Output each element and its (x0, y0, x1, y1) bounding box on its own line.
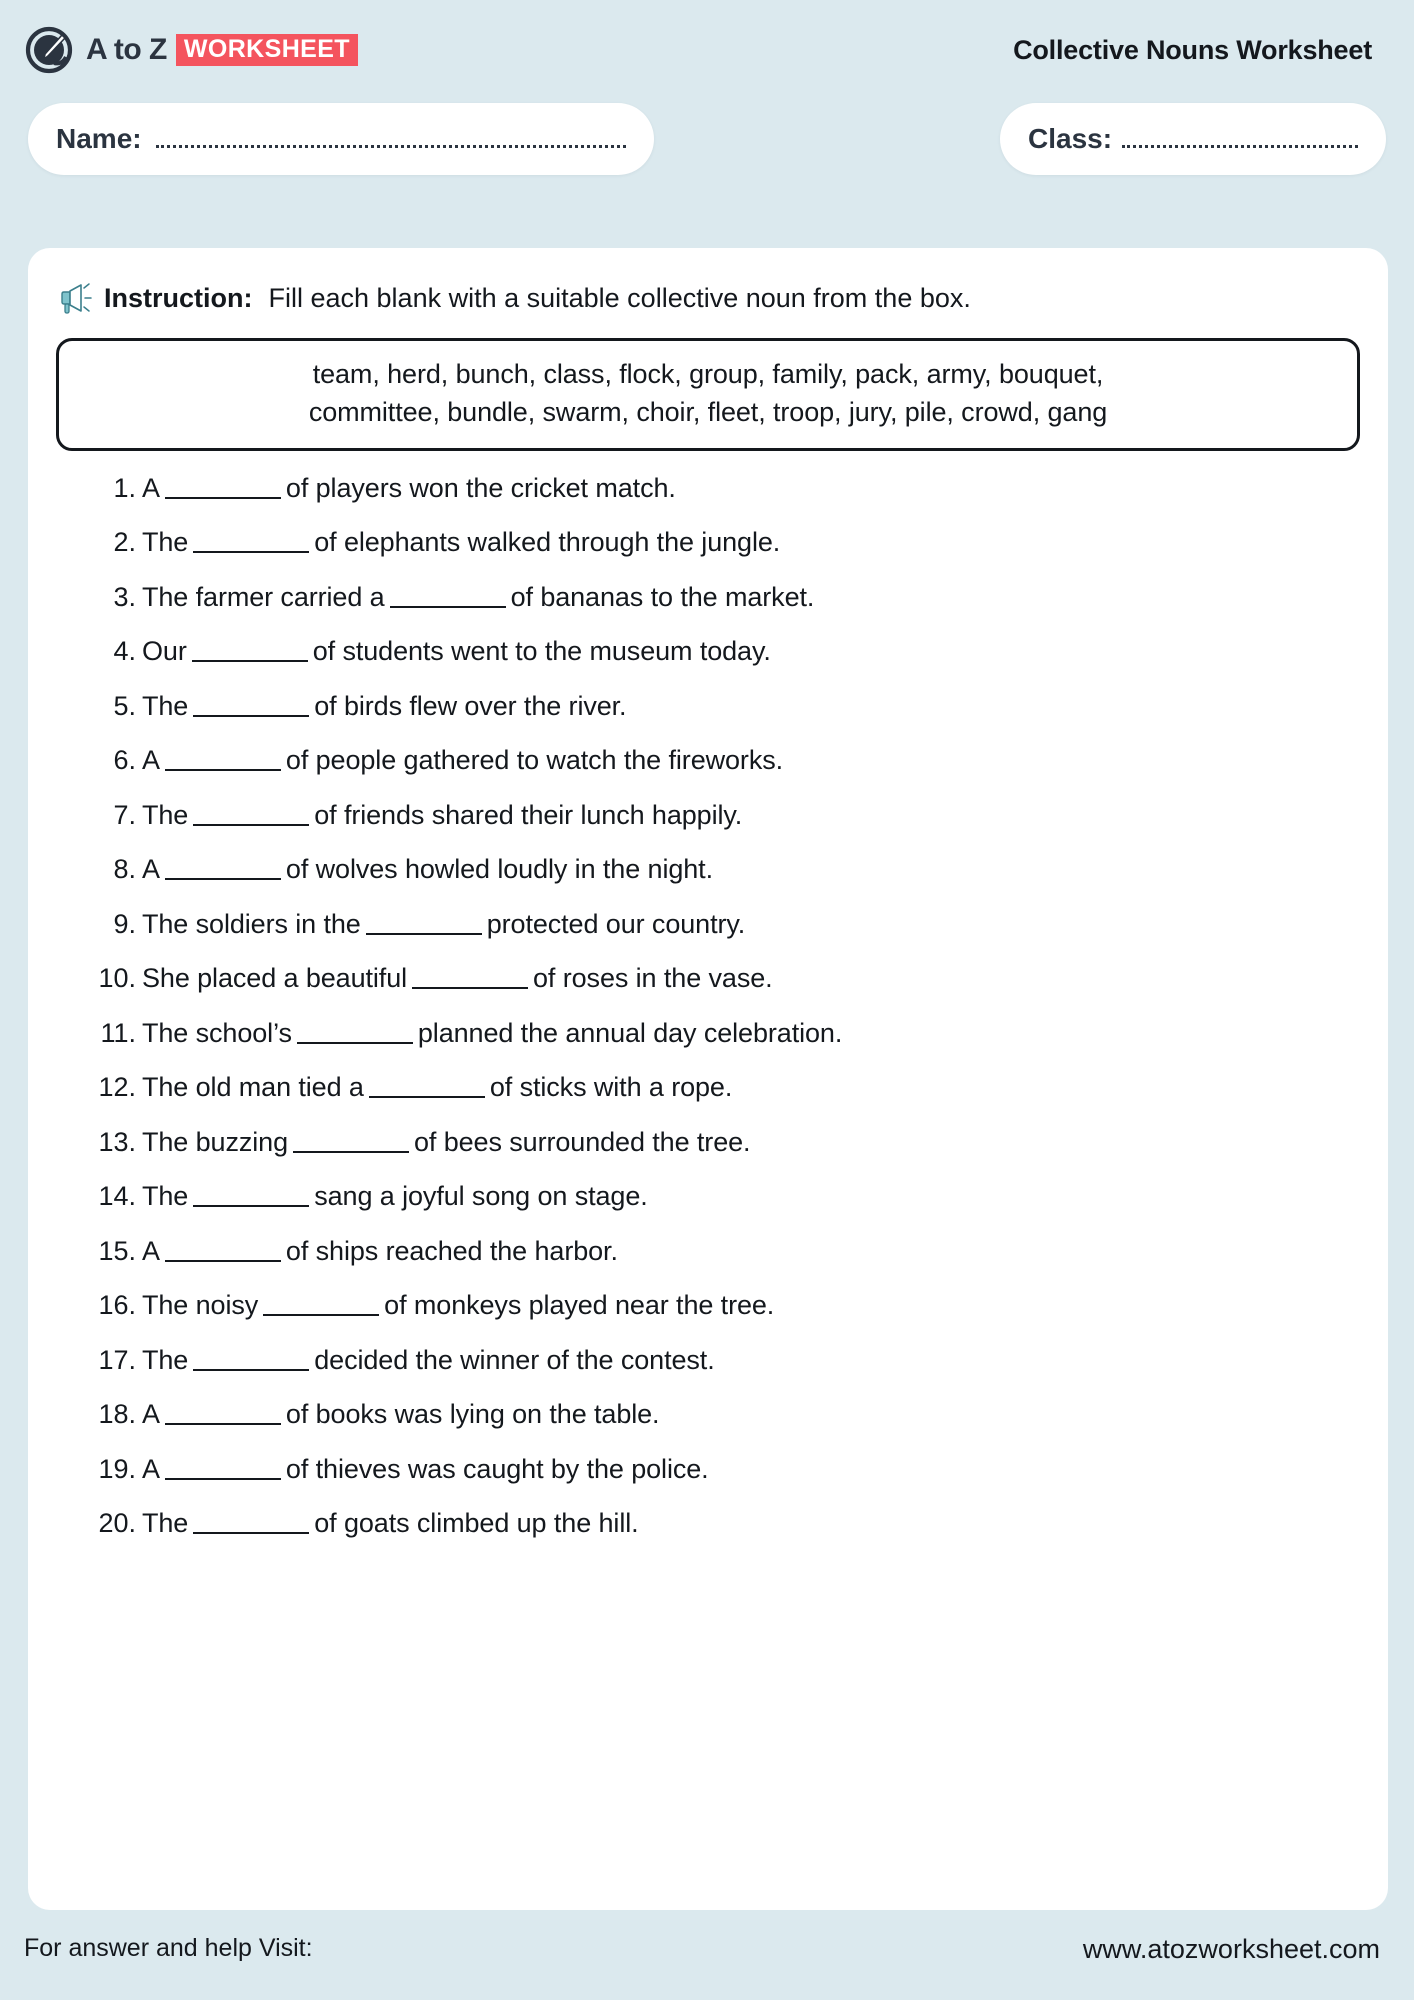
answer-blank[interactable] (165, 1403, 281, 1425)
question-number: 17. (98, 1344, 136, 1375)
brand-wordmark (86, 33, 358, 67)
question-text (142, 473, 676, 504)
question-number: 13. (98, 1126, 136, 1157)
worksheet-card (28, 248, 1388, 1910)
question-text-after: of friends shared their lunch happily. (314, 799, 743, 830)
question-row (80, 1508, 1358, 1563)
instruction-row (28, 280, 1388, 316)
question-text-before: She placed a beautiful (142, 963, 408, 994)
question-text (142, 745, 783, 776)
answer-blank[interactable] (366, 913, 482, 935)
question-number: 2. (113, 527, 136, 558)
question-text-before: A (142, 1235, 160, 1266)
page-footer (0, 1930, 1414, 2000)
question-number: 10. (98, 963, 136, 994)
question-row (80, 854, 1358, 909)
word-bank-line-2: committee, bundle, swarm, choir, fleet, troop, jury, pile, crowd, gang (308, 397, 1108, 428)
question-text (142, 1018, 842, 1049)
answer-blank[interactable] (193, 531, 309, 553)
word-bank-line-1: team, herd, bunch, class, flock, group, family, pack, army, bouquet, (312, 359, 1104, 389)
question-text-before: The farmer carried a (142, 581, 385, 612)
name-input[interactable] (156, 145, 626, 148)
question-text-before: The noisy (142, 1290, 259, 1321)
instruction-label: Instruction: (104, 282, 253, 313)
answer-blank[interactable] (193, 1349, 309, 1371)
question-text (142, 1345, 715, 1376)
question-text-after: of goats climbed up the hill. (314, 1508, 639, 1539)
question-text-after: of bees surrounded the tree. (414, 1126, 751, 1157)
question-text-before: The (142, 690, 189, 721)
answer-blank[interactable] (263, 1294, 379, 1316)
question-text-before: The old man tied a (142, 1072, 364, 1103)
question-text-after: of wolves howled loudly in the night. (285, 854, 713, 885)
question-row (80, 963, 1358, 1018)
question-row (80, 1236, 1358, 1291)
question-text (142, 1290, 774, 1321)
question-row (80, 636, 1358, 691)
answer-blank[interactable] (193, 1185, 309, 1207)
question-text-after: planned the annual day celebration. (417, 1017, 843, 1048)
question-text-before: A (142, 1453, 160, 1484)
answer-blank[interactable] (165, 1458, 281, 1480)
answer-blank[interactable] (193, 1512, 309, 1534)
brand-logo-group (24, 25, 358, 75)
question-row (80, 1345, 1358, 1400)
class-input[interactable] (1122, 145, 1358, 148)
question-number: 11. (100, 1017, 136, 1048)
question-number: 4. (113, 636, 136, 667)
question-text-before: A (142, 854, 160, 885)
name-field-container[interactable] (28, 103, 654, 175)
question-text (142, 1181, 648, 1212)
question-row (80, 527, 1358, 582)
question-text-before: The soldiers in the (142, 908, 361, 939)
question-list (28, 473, 1388, 1563)
question-number: 14. (98, 1181, 136, 1212)
question-number: 6. (113, 745, 136, 776)
question-text-before: The school’s (142, 1017, 292, 1048)
question-text (142, 963, 773, 994)
page-title: Collective Nouns Worksheet (1013, 34, 1372, 65)
question-text-before: A (142, 472, 160, 503)
answer-blank[interactable] (165, 858, 281, 880)
question-number: 12. (98, 1072, 136, 1103)
question-number: 8. (113, 854, 136, 885)
footer-help-text: For answer and help Visit: (24, 1934, 313, 1962)
footer-website-link[interactable]: www.atozworksheet.com (1082, 1934, 1380, 1964)
question-text-before: The (142, 1344, 189, 1375)
question-text (142, 1072, 732, 1103)
question-text-after: sang a joyful song on stage. (314, 1181, 648, 1212)
answer-blank[interactable] (369, 1076, 485, 1098)
question-text (142, 691, 626, 722)
question-row (80, 1181, 1358, 1236)
question-row (80, 1018, 1358, 1073)
question-row (80, 800, 1358, 855)
question-text-after: protected our country. (486, 908, 746, 939)
question-text (142, 1127, 750, 1158)
word-bank-box (56, 338, 1360, 451)
brand-badge: WORKSHEET (176, 34, 358, 66)
question-row (80, 582, 1358, 637)
class-field-container[interactable] (1000, 103, 1386, 175)
question-text-before: The (142, 799, 189, 830)
page-header (0, 0, 1414, 100)
question-text-before: Our (142, 636, 187, 667)
answer-blank[interactable] (192, 640, 308, 662)
question-text (142, 636, 771, 667)
answer-blank[interactable] (390, 586, 506, 608)
question-text-after: of bananas to the market. (510, 581, 815, 612)
class-label: Class: (1028, 123, 1113, 154)
question-text (142, 1454, 709, 1485)
question-text-after: of books was lying on the table. (285, 1399, 660, 1430)
answer-blank[interactable] (193, 804, 309, 826)
question-text (142, 582, 814, 613)
brand-name: A to Z (86, 33, 167, 66)
answer-blank[interactable] (165, 477, 281, 499)
question-text-before: The buzzing (142, 1126, 288, 1157)
question-text-after: of ships reached the harbor. (285, 1235, 618, 1266)
question-row (80, 691, 1358, 746)
question-row (80, 1072, 1358, 1127)
answer-blank[interactable] (165, 749, 281, 771)
question-text (142, 1236, 618, 1267)
question-row (80, 1290, 1358, 1345)
question-text (142, 909, 745, 940)
name-label: Name: (56, 123, 142, 154)
question-text-before: The (142, 1181, 189, 1212)
question-text-before: A (142, 1399, 160, 1430)
question-text-after: of students went to the museum today. (312, 636, 771, 667)
answer-blank[interactable] (293, 1131, 409, 1153)
question-number: 20. (98, 1508, 136, 1539)
question-number: 7. (113, 799, 136, 830)
question-text-after: of roses in the vase. (533, 963, 773, 994)
megaphone-icon (58, 280, 94, 316)
question-text (142, 527, 780, 558)
question-text (142, 1399, 659, 1430)
question-number: 3. (113, 581, 136, 612)
question-number: 15. (98, 1235, 136, 1266)
answer-blank[interactable] (165, 1240, 281, 1262)
question-text-after: of sticks with a rope. (489, 1072, 733, 1103)
question-number: 18. (98, 1399, 136, 1430)
question-text-before: A (142, 745, 160, 776)
question-text-after: of players won the cricket match. (285, 472, 676, 503)
question-row (80, 745, 1358, 800)
question-row (80, 909, 1358, 964)
question-text-before: The (142, 527, 189, 558)
question-text-after: of thieves was caught by the police. (285, 1453, 709, 1484)
question-number: 19. (98, 1453, 136, 1484)
answer-blank[interactable] (193, 695, 309, 717)
question-row (80, 1454, 1358, 1509)
question-text-after: of monkeys played near the tree. (384, 1290, 775, 1321)
student-identity-row (28, 103, 1386, 175)
question-text-after: of people gathered to watch the fireworks. (285, 745, 784, 776)
question-text-after: of elephants walked through the jungle. (314, 527, 781, 558)
pen-circle-logo-icon (24, 25, 74, 75)
question-text-after: decided the winner of the contest. (314, 1344, 715, 1375)
instruction-text: Fill each blank with a suitable collective noun from the box. (268, 282, 971, 313)
question-text (142, 800, 742, 831)
question-number: 1. (113, 472, 136, 503)
question-row (80, 1127, 1358, 1182)
question-number: 16. (98, 1290, 136, 1321)
question-text (142, 854, 713, 885)
question-number: 9. (113, 908, 136, 939)
question-row (80, 1399, 1358, 1454)
question-text (142, 1508, 639, 1539)
question-text-after: of birds flew over the river. (314, 690, 627, 721)
question-number: 5. (113, 690, 136, 721)
question-text-before: The (142, 1508, 189, 1539)
answer-blank[interactable] (412, 967, 528, 989)
question-row (80, 473, 1358, 528)
answer-blank[interactable] (297, 1022, 413, 1044)
